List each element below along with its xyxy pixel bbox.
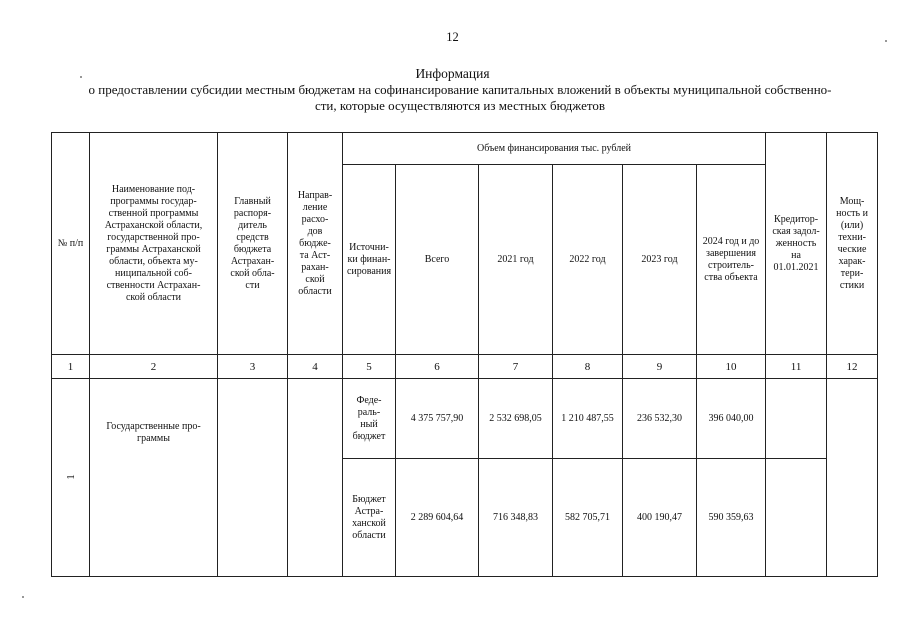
financing-table — [51, 132, 878, 577]
regional-2023: 400 190,47 — [623, 459, 697, 577]
regional-total: 2 289 604,64 — [396, 459, 479, 577]
row-number: 1 — [64, 474, 77, 480]
column-number: 10 — [697, 355, 766, 379]
column-number: 8 — [553, 355, 623, 379]
regional-debt — [766, 459, 827, 577]
header-row-top — [52, 133, 878, 165]
column-number-row — [52, 355, 878, 379]
source-regional: Бюджет Астра- ханской области — [343, 459, 396, 577]
header-direction: Направ- ление расхо- дов бюдже- та Аст- рахан- ской области — [288, 133, 343, 355]
header-2024: 2024 год и до завершения строитель- ства объекта — [697, 165, 766, 355]
regional-2024: 590 359,63 — [697, 459, 766, 577]
column-number: 3 — [218, 355, 288, 379]
regional-2022: 582 705,71 — [553, 459, 623, 577]
header-name: Наименование под- программы государ- ственной программы Астраханской области, государственной про- граммы Астраханской области, объекта му- ниципальной соб- ственности Астрахан- ской области — [90, 133, 218, 355]
header-total: Всего — [396, 165, 479, 355]
federal-2023: 236 532,30 — [623, 379, 697, 459]
column-number: 5 — [343, 355, 396, 379]
header-2021: 2021 год — [479, 165, 553, 355]
scan-speck — [80, 76, 82, 78]
row-admin — [218, 379, 288, 577]
column-number: 12 — [827, 355, 878, 379]
row-direction — [288, 379, 343, 577]
header-capacity: Мощ- ность и (или) техни- ческие харак- тери- стики — [827, 133, 878, 355]
federal-2022: 1 210 487,55 — [553, 379, 623, 459]
column-number: 4 — [288, 355, 343, 379]
federal-2021: 2 532 698,05 — [479, 379, 553, 459]
row-capacity — [827, 379, 878, 577]
column-number: 9 — [623, 355, 697, 379]
document-title: Информация — [415, 66, 490, 81]
column-number: 1 — [52, 355, 90, 379]
table-row — [52, 379, 878, 459]
regional-2021: 716 348,83 — [479, 459, 553, 577]
header-sources: Источни- ки финан- сирования — [343, 165, 396, 355]
page-number: 12 — [446, 30, 459, 44]
header-num: № п/п — [52, 133, 90, 355]
column-number: 2 — [90, 355, 218, 379]
column-number: 6 — [396, 355, 479, 379]
header-2022: 2022 год — [553, 165, 623, 355]
header-funding-group: Объем финансирования тыс. рублей — [343, 133, 766, 165]
header-admin: Главный распоря- дитель средств бюджета Астрахан- ской обла- сти — [218, 133, 288, 355]
row-number-cell — [52, 379, 90, 577]
column-number: 7 — [479, 355, 553, 379]
scan-speck — [22, 596, 24, 598]
header-2023: 2023 год — [623, 165, 697, 355]
source-federal: Феде- раль- ный бюджет — [343, 379, 396, 459]
row-name: Государственные про- граммы — [90, 379, 218, 577]
federal-total: 4 375 757,90 — [396, 379, 479, 459]
header-debt: Кредитор- ская задол- женность на 01.01.2021 — [766, 133, 827, 355]
federal-debt — [766, 379, 827, 459]
scan-speck — [885, 40, 887, 42]
column-number: 11 — [766, 355, 827, 379]
federal-2024: 396 040,00 — [697, 379, 766, 459]
document-subtitle: о предоставлении субсидии местным бюджетам на софинансирование капитальных вложений в объекты муниципальной собственно- сти, которые осуществляются из местных бюджетов — [88, 82, 832, 113]
